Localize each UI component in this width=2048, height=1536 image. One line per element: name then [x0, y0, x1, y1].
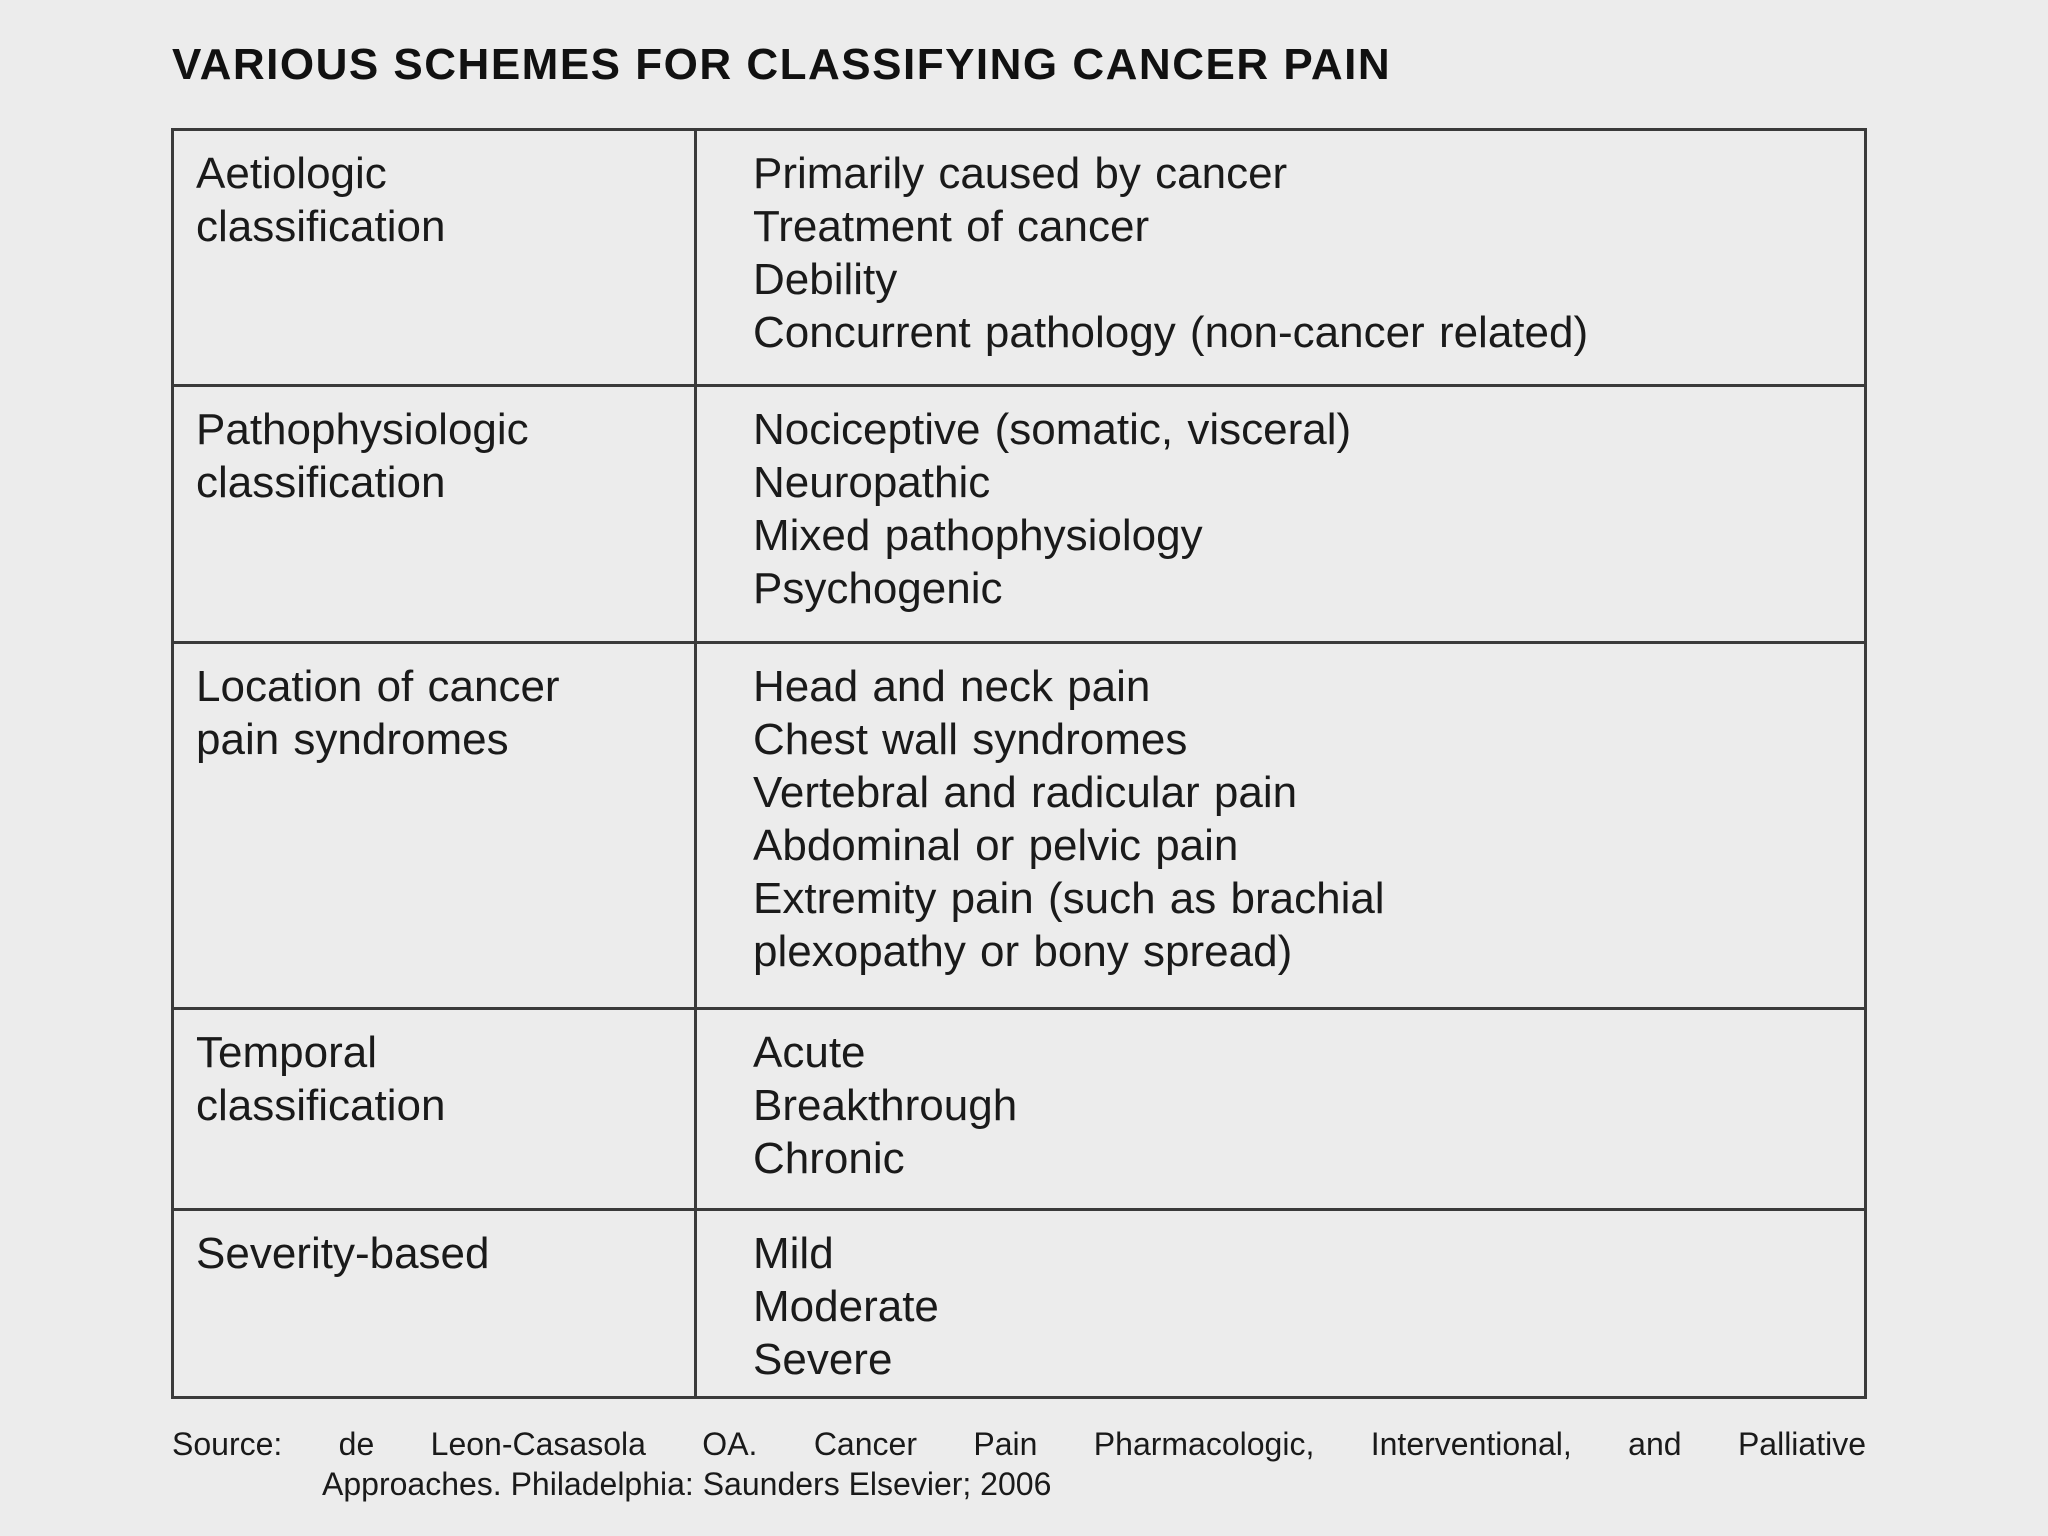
- scheme-cell: [173, 130, 696, 386]
- category-item: Abdominal or pelvic pain: [753, 821, 1239, 870]
- scheme-cell: [173, 386, 696, 643]
- scheme-label: classification: [196, 1081, 446, 1130]
- classification-table: [171, 128, 1867, 1399]
- category-item: Concurrent pathology (non-cancer related): [753, 308, 1589, 357]
- categories-cell: [696, 130, 1866, 386]
- category-item: Mixed pathophysiology: [753, 511, 1203, 560]
- scheme-cell: [173, 1009, 696, 1210]
- category-item: Primarily caused by cancer: [753, 149, 1288, 198]
- page-title: VARIOUS SCHEMES FOR CLASSIFYING CANCER PAIN: [172, 40, 1392, 89]
- table-row: [173, 1210, 1866, 1398]
- source-citation: [172, 1424, 1866, 1504]
- category-item: Treatment of cancer: [753, 202, 1150, 251]
- scheme-label: Severity-based: [196, 1229, 490, 1278]
- scheme-cell: [173, 1210, 696, 1398]
- scheme-label: Location of cancer: [196, 662, 560, 711]
- category-item: Breakthrough: [753, 1081, 1018, 1130]
- category-item: Psychogenic: [753, 564, 1003, 613]
- category-item: Mild: [753, 1229, 834, 1278]
- categories-cell: [696, 386, 1866, 643]
- category-item: Nociceptive (somatic, visceral): [753, 405, 1352, 454]
- category-item: Severe: [753, 1335, 893, 1384]
- scheme-cell: [173, 643, 696, 1009]
- category-item: Neuropathic: [753, 458, 991, 507]
- category-item: Head and neck pain: [753, 662, 1151, 711]
- category-item: Debility: [753, 255, 898, 304]
- category-item: Chest wall syndromes: [753, 715, 1188, 764]
- category-item: Vertebral and radicular pain: [753, 768, 1298, 817]
- table-row: [173, 130, 1866, 386]
- scheme-label: Aetiologic: [196, 149, 387, 198]
- categories-cell: [696, 1009, 1866, 1210]
- category-item: Chronic: [753, 1134, 905, 1183]
- table-row: [173, 643, 1866, 1009]
- category-item: Moderate: [753, 1282, 939, 1331]
- table-row: [173, 1009, 1866, 1210]
- scheme-label: classification: [196, 458, 446, 507]
- categories-cell: [696, 1210, 1866, 1398]
- source-line-2: Approaches. Philadelphia: Saunders Elsevier; 2006: [322, 1466, 1052, 1502]
- scheme-label: Pathophysiologic: [196, 405, 529, 454]
- categories-cell: [696, 643, 1866, 1009]
- scheme-label: pain syndromes: [196, 715, 509, 764]
- source-line-1: Source: de Leon-Casasola OA. Cancer Pain Pharmacologic, Interventional, and Palliative: [172, 1426, 1866, 1462]
- category-item: Extremity pain (such as brachial: [753, 874, 1385, 923]
- category-item: plexopathy or bony spread): [753, 927, 1293, 976]
- category-item: Acute: [753, 1028, 866, 1077]
- scheme-label: classification: [196, 202, 446, 251]
- scheme-label: Temporal: [196, 1028, 377, 1077]
- table-row: [173, 386, 1866, 643]
